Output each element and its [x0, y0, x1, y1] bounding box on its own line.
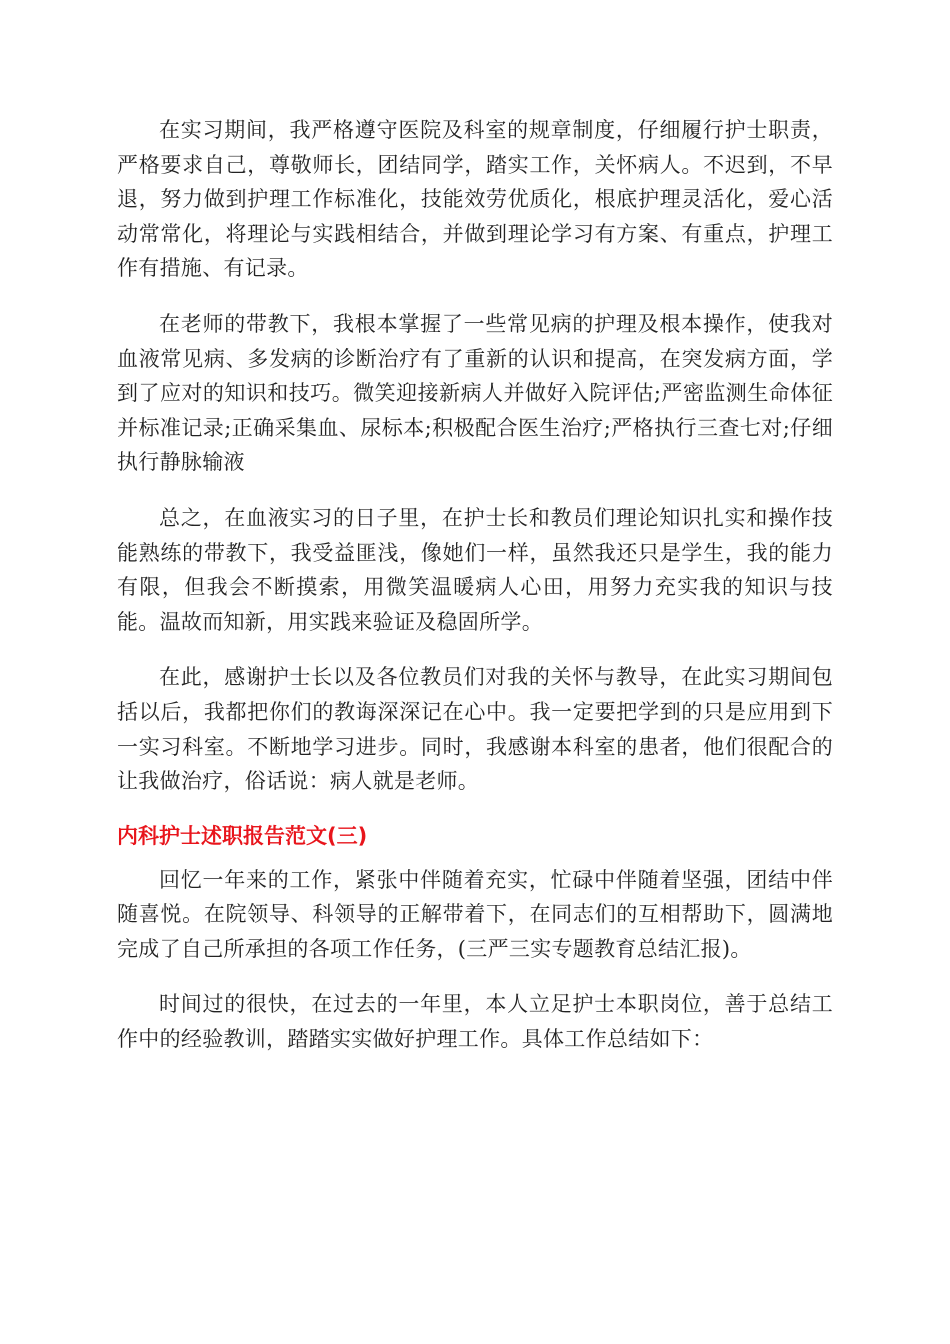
document-page	[117, 113, 833, 1078]
body-paragraph: 在实习期间，我严格遵守医院及科室的规章制度，仔细履行护士职责，严格要求自己，尊敬师长，团结同学，踏实工作，关怀病人。不迟到，不早退，努力做到护理工作标准化，技能效劳优质化，根底护理灵活化，爱心活动常常化，将理论与实践相结合，并做到理论学习有方案、有重点，护理工作有措施、有记录。	[117, 118, 833, 281]
body-paragraph: 在老师的带教下，我根本掌握了一些常见病的护理及根本操作，使我对血液常见病、多发病的诊断治疗有了重新的认识和提高，在突发病方面，学到了应对的知识和技巧。微笑迎接新病人并做好入院评估;严密监测生命体征并标准记录;正确采集血、尿标本;积极配合医生治疗;严格执行三查七对;仔细执行静脉输液	[117, 311, 833, 475]
section-heading: 内科护士述职报告范文(三)	[117, 823, 368, 848]
section-paragraph: 时间过的很快，在过去的一年里，本人立足护士本职岗位，善于总结工作中的经验教训，踏踏实实做好护理工作。具体工作总结如下：	[117, 992, 833, 1052]
body-paragraph: 总之，在血液实习的日子里，在护士长和教员们理论知识扎实和操作技能熟练的带教下，我受益匪浅，像她们一样，虽然我还只是学生，我的能力有限，但我会不断摸索，用微笑温暖病人心田，用努力充实我的知识与技能。温故而知新，用实践来验证及稳固所学。	[117, 505, 833, 634]
body-paragraph: 在此，感谢护士长以及各位教员们对我的关怀与教导，在此实习期间包括以后，我都把你们的教诲深深记在心中。我一定要把学到的只是应用到下一实习科室。不断地学习进步。同时，我感谢本科室的患者，他们很配合的让我做治疗，俗话说：病人就是老师。	[117, 665, 833, 794]
section-paragraph: 回忆一年来的工作，紧张中伴随着充实，忙碌中伴随着坚强，团结中伴随喜悦。在院领导、科领导的正解带着下，在同志们的互相帮助下，圆满地完成了自己所承担的各项工作任务，(三严三实专题教育总结汇报)。	[117, 867, 833, 961]
